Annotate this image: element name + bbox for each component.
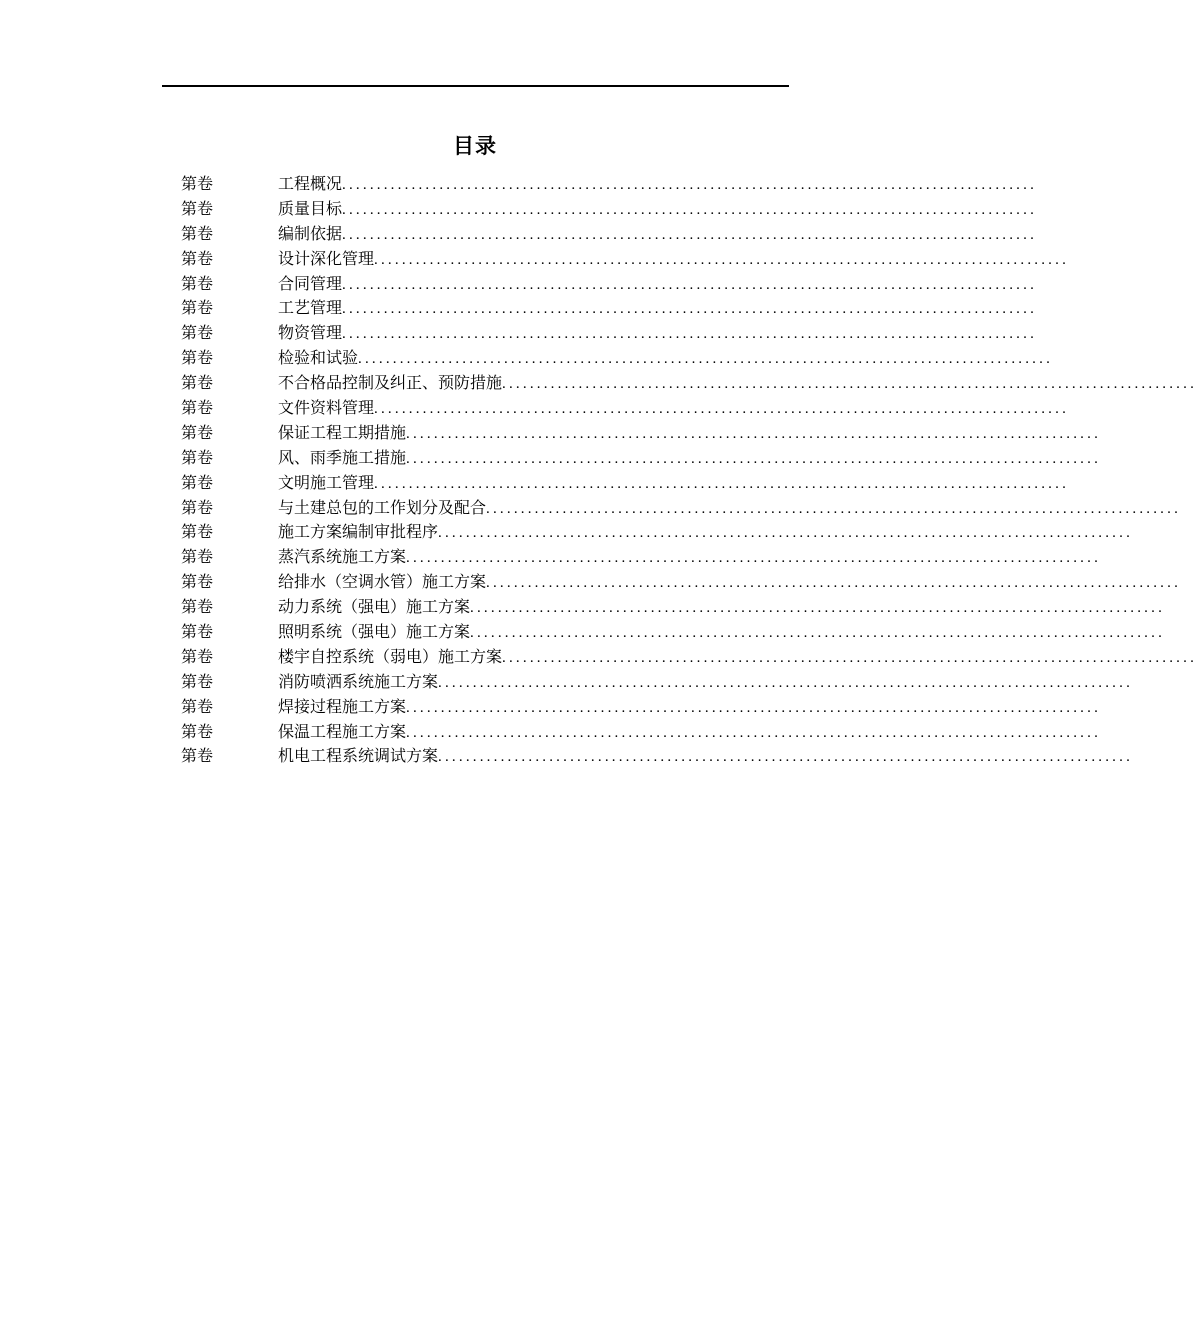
toc-dot-leader: ....................................................................................................	[342, 326, 1038, 343]
toc-volume-label: 第卷	[181, 447, 214, 467]
toc-entry-title: 工程概况	[278, 174, 343, 193]
toc-entry-title: 保证工程工期措施	[278, 422, 407, 442]
toc-entry[interactable]	[181, 595, 1166, 620]
toc-entry-title: 风、雨季施工措施	[278, 447, 407, 467]
toc-dot-leader: ....................................................................................................	[342, 276, 1038, 293]
toc-entry[interactable]	[181, 446, 1102, 471]
toc-entry-title: 文件资料管理	[278, 398, 375, 418]
toc-entry-title: 设计深化管理	[278, 248, 375, 268]
toc-entry[interactable]	[181, 720, 1102, 745]
toc-entry[interactable]	[181, 197, 1038, 222]
toc-entry-title: 保温工程施工方案	[278, 721, 407, 741]
toc-entry-title: 焊接过程施工方案	[278, 696, 407, 716]
toc-volume-label: 第卷	[181, 273, 214, 293]
toc-entry[interactable]	[181, 471, 1070, 496]
toc-entry[interactable]	[181, 222, 1038, 247]
toc-volume-label: 第卷	[181, 572, 214, 592]
toc-dot-leader: ....................................................................................................	[502, 376, 1197, 393]
toc-entry[interactable]	[181, 296, 1038, 321]
toc-dot-leader: ....................................................................................................	[486, 500, 1182, 517]
toc-entry[interactable]	[181, 346, 1054, 371]
toc-volume-label: 第卷	[181, 721, 214, 741]
toc-dot-leader: ....................................................................................................	[486, 575, 1182, 592]
toc-entry[interactable]	[181, 670, 1134, 695]
toc-entry[interactable]	[181, 545, 1102, 570]
toc-volume-label: 第卷	[181, 547, 214, 567]
toc-entry-title: 编制依据	[278, 223, 343, 243]
toc-volume-label: 第卷	[181, 422, 214, 442]
toc-dot-leader: ....................................................................................................	[406, 550, 1102, 567]
toc-dot-leader: ....................................................................................................	[342, 201, 1038, 218]
toc-volume-label: 第卷	[181, 497, 214, 517]
toc-volume-label: 第卷	[181, 622, 214, 642]
toc-volume-label: 第卷	[181, 746, 214, 766]
toc-entry-title: 蒸汽系统施工方案	[278, 547, 407, 567]
toc-dot-leader: ....................................................................................................	[374, 401, 1070, 418]
toc-dot-leader: ....................................................................................................	[438, 525, 1134, 542]
toc-dot-leader: ....................................................................................................	[358, 351, 1054, 368]
toc-entry-title: 物资管理	[278, 323, 343, 343]
toc-entry[interactable]	[181, 496, 1182, 521]
toc-entry[interactable]	[181, 520, 1134, 545]
toc-entry-title: 质量目标	[278, 198, 343, 218]
toc-entry[interactable]	[181, 645, 1197, 670]
header-rule	[162, 85, 789, 87]
toc-dot-leader: ....................................................................................................	[406, 699, 1102, 716]
table-of-contents	[181, 172, 1197, 769]
toc-dot-leader: ....................................................................................................	[406, 425, 1102, 442]
toc-entry[interactable]	[181, 396, 1070, 421]
toc-dot-leader: ....................................................................................................	[342, 226, 1038, 243]
toc-dot-leader: ....................................................................................................	[374, 251, 1070, 268]
toc-entry-title: 给排水（空调水管）施工方案	[278, 572, 487, 592]
toc-entry[interactable]	[181, 172, 1038, 197]
toc-entry-title: 消防喷洒系统施工方案	[278, 671, 439, 691]
toc-entry-title: 照明系统（强电）施工方案	[278, 622, 471, 642]
toc-entry[interactable]	[181, 247, 1070, 272]
toc-volume-label: 第卷	[181, 198, 214, 218]
toc-dot-leader: ....................................................................................................	[470, 625, 1166, 642]
toc-volume-label: 第卷	[181, 472, 214, 492]
toc-volume-label: 第卷	[181, 223, 214, 243]
toc-entry-title: 不合格品控制及纠正、预防措施	[278, 373, 503, 393]
toc-volume-label: 第卷	[181, 373, 214, 393]
toc-volume-label: 第卷	[181, 696, 214, 716]
toc-volume-label: 第卷	[181, 174, 214, 193]
toc-dot-leader: ....................................................................................................	[502, 649, 1197, 666]
toc-volume-label: 第卷	[181, 348, 214, 368]
toc-volume-label: 第卷	[181, 597, 214, 617]
toc-volume-label: 第卷	[181, 398, 214, 418]
toc-entry[interactable]	[181, 371, 1197, 396]
toc-entry[interactable]	[181, 695, 1102, 720]
toc-volume-label: 第卷	[181, 248, 214, 268]
page-title: 目录	[453, 134, 497, 158]
toc-dot-leader: ....................................................................................................	[374, 475, 1070, 492]
toc-dot-leader: ....................................................................................................	[438, 674, 1134, 691]
toc-entry-title: 检验和试验	[278, 348, 359, 368]
toc-entry[interactable]	[181, 570, 1182, 595]
toc-dot-leader: ....................................................................................................	[342, 177, 1038, 193]
toc-entry-title: 合同管理	[278, 273, 343, 293]
toc-volume-label: 第卷	[181, 522, 214, 542]
toc-entry[interactable]	[181, 272, 1038, 297]
toc-entry-title: 文明施工管理	[278, 472, 375, 492]
toc-dot-leader: ....................................................................................................	[406, 724, 1102, 741]
toc-entry[interactable]	[181, 620, 1166, 645]
toc-dot-leader: ....................................................................................................	[342, 301, 1038, 318]
toc-entry[interactable]	[181, 421, 1102, 446]
toc-volume-label: 第卷	[181, 298, 214, 318]
toc-volume-label: 第卷	[181, 671, 214, 691]
toc-entry-title: 动力系统（强电）施工方案	[278, 597, 471, 617]
toc-volume-label: 第卷	[181, 323, 214, 343]
toc-dot-leader: ....................................................................................................	[438, 749, 1134, 766]
toc-entry-title: 机电工程系统调试方案	[278, 746, 439, 766]
toc-volume-label: 第卷	[181, 646, 214, 666]
toc-dot-leader: ....................................................................................................	[406, 450, 1102, 467]
toc-entry[interactable]	[181, 744, 1134, 769]
toc-entry-title: 楼宇自控系统（弱电）施工方案	[278, 646, 503, 666]
toc-entry-title: 施工方案编制审批程序	[278, 522, 439, 542]
toc-entry[interactable]	[181, 321, 1038, 346]
toc-entry-title: 与土建总包的工作划分及配合	[278, 497, 487, 517]
toc-entry-title: 工艺管理	[278, 298, 343, 318]
toc-dot-leader: ....................................................................................................	[470, 600, 1166, 617]
